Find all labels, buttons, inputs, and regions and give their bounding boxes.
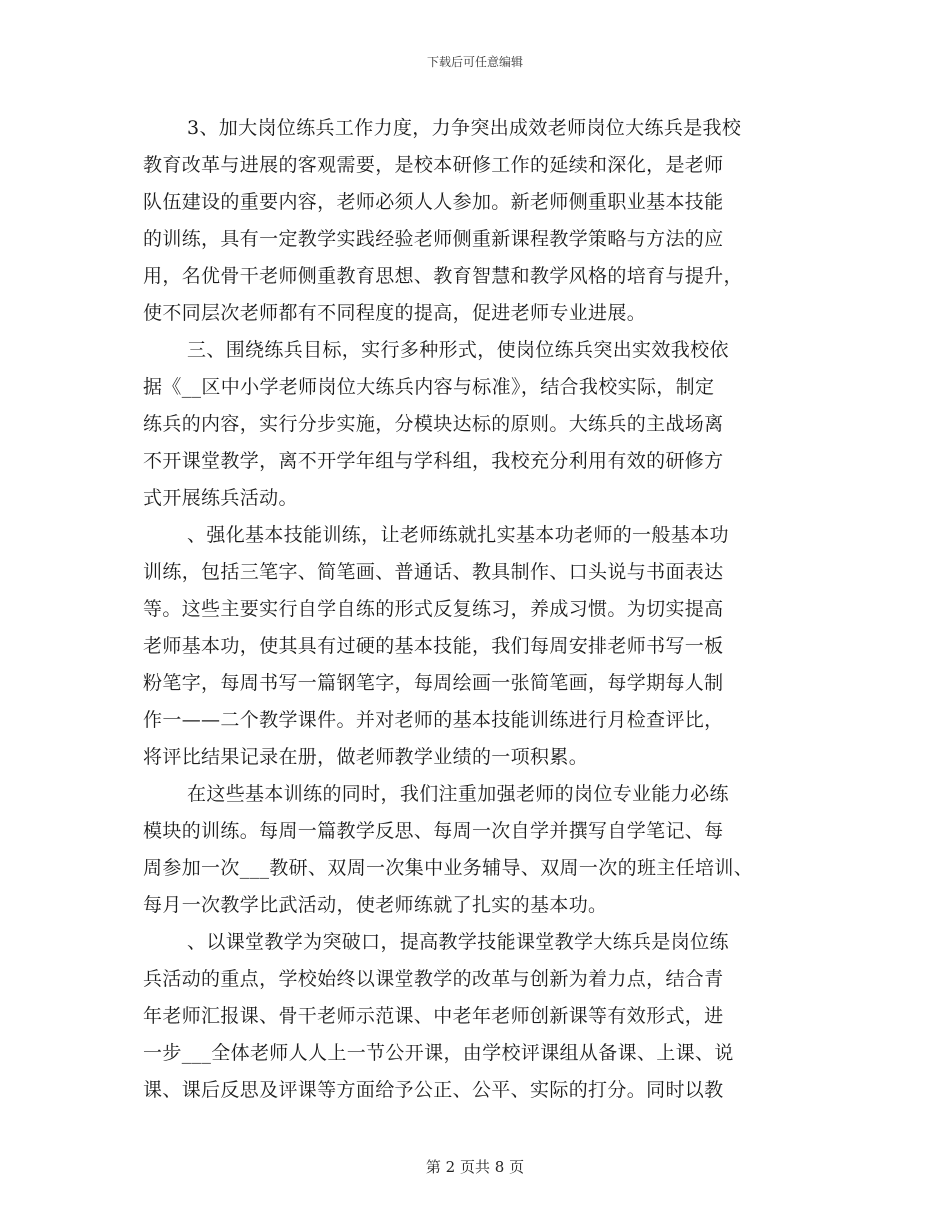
text-line: 据《__区中小学老师岗位大练兵内容与标准》，结合我校实际，制定 bbox=[143, 376, 715, 398]
text-line: 三、围绕练兵目标，实行多种形式，使岗位练兵突出实效我校依 bbox=[187, 339, 729, 361]
text-line: 用，名优骨干老师侧重教育思想、教育智慧和教学风格的培育与提升， bbox=[143, 265, 743, 287]
text-line: 式开展练兵活动。 bbox=[143, 487, 298, 509]
text-line: 将评比结果记录在册，做老师教学业绩的一项积累。 bbox=[143, 746, 589, 768]
text-line: 的训练，具有一定教学实践经验老师侧重新课程教学策略与方法的应 bbox=[143, 228, 724, 250]
text-line: 队伍建设的重要内容，老师必须人人参加。新老师侧重职业基本技能 bbox=[143, 191, 724, 213]
text-line: 等。这些主要实行自学自练的形式反复练习，养成习惯。为切实提高 bbox=[143, 598, 724, 620]
text-line: 一步___全体老师人人上一节公开课，由学校评课组从备课、上课、说 bbox=[143, 1042, 734, 1064]
page-header: 下载后可任意编辑 bbox=[426, 55, 523, 69]
page-number-footer: 第 2 页共 8 页 bbox=[425, 1158, 525, 1176]
text-line: 练兵的内容，实行分步实施，分模块达标的原则。大练兵的主战场离 bbox=[143, 413, 724, 435]
text-line: 粉笔字，每周书写一篇钢笔字，每周绘画一张简笔画，每学期每人制 bbox=[143, 672, 724, 694]
text-line: 老师基本功，使其具有过硬的基本技能，我们每周安排老师书写一板 bbox=[143, 635, 724, 657]
text-line: 使不同层次老师都有不同程度的提高，促进老师专业进展。 bbox=[143, 302, 647, 324]
text-line: 训练，包括三笔字、简笔画、普通话、教具制作、口头说与书面表达 bbox=[143, 561, 724, 583]
text-line: 课、课后反思及评课等方面给予公正、公平、实际的打分。同时以教 bbox=[143, 1079, 724, 1101]
text-line: 、以课堂教学为突破口，提高教学技能课堂教学大练兵是岗位练 bbox=[187, 931, 729, 953]
text-line: 在这些基本训练的同时，我们注重加强老师的岗位专业能力必练 bbox=[187, 783, 729, 805]
text-line: 3、加大岗位练兵工作力度，力争突出成效老师岗位大练兵是我校 bbox=[187, 117, 742, 139]
text-line: 不开课堂教学，离不开学年组与学科组，我校充分利用有效的研修方 bbox=[143, 450, 724, 472]
text-line: 教育改革与进展的客观需要，是校本研修工作的延续和深化，是老师 bbox=[143, 154, 724, 176]
text-line: 年老师汇报课、骨干老师示范课、中老年老师创新课等有效形式，进 bbox=[143, 1005, 724, 1027]
text-line: 周参加一次___教研、双周一次集中业务辅导、双周一次的班主任培训、 bbox=[143, 857, 754, 879]
text-line: 、强化基本技能训练，让老师练就扎实基本功老师的一般基本功 bbox=[187, 524, 729, 546]
text-line: 兵活动的重点，学校始终以课堂教学的改革与创新为着力点，结合青 bbox=[143, 968, 724, 990]
text-line: 每月一次教学比武活动，使老师练就了扎实的基本功。 bbox=[143, 894, 608, 916]
text-line: 作一——二个教学课件。并对老师的基本技能训练进行月检查评比， bbox=[143, 709, 724, 731]
text-line: 模块的训练。每周一篇教学反思、每周一次自学并撰写自学笔记、每 bbox=[143, 820, 724, 842]
